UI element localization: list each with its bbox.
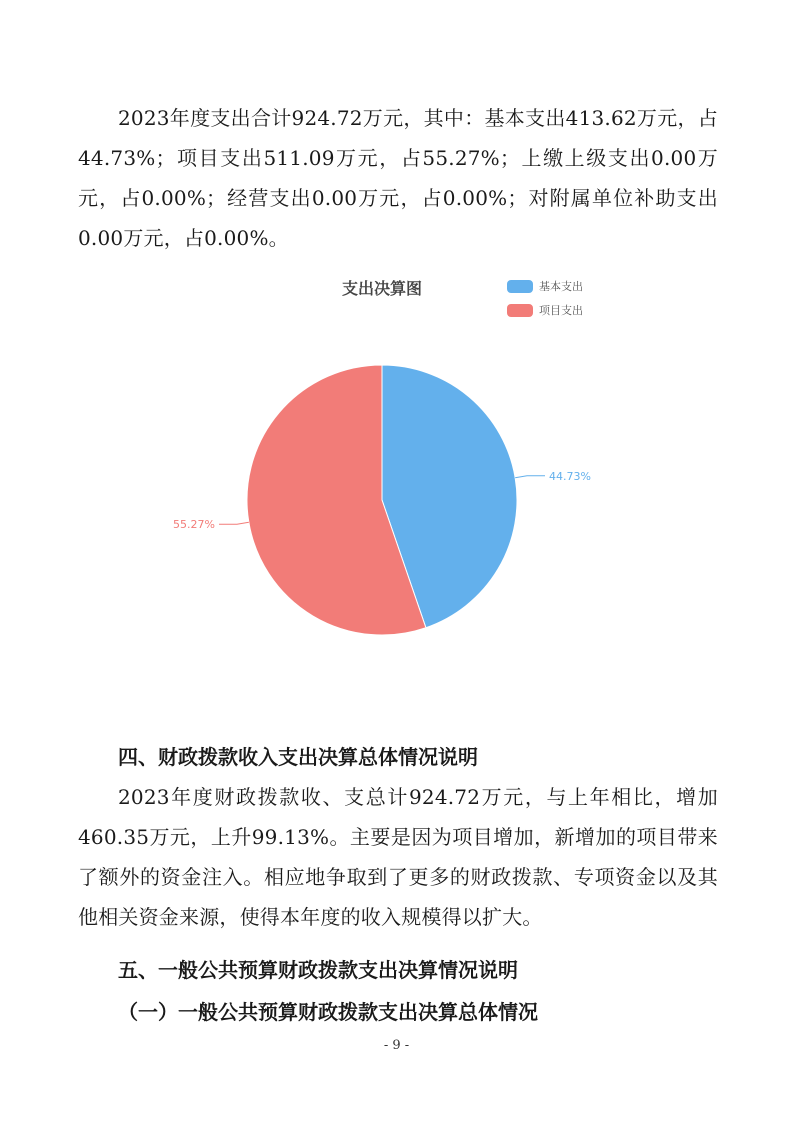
expenditure-pie-chart — [150, 262, 650, 662]
chart-legend — [507, 279, 583, 317]
legend-swatch-2 — [507, 304, 533, 317]
pie-data-label-2: 55.27% — [173, 518, 216, 532]
legend-label-1: 基本支出 — [539, 280, 583, 293]
pie-data-label-1: 44.73% — [548, 469, 591, 483]
pie-slices — [247, 365, 517, 635]
pie-leader-line-1 — [515, 476, 545, 478]
expenditure-summary-paragraph: 2023年度支出合计924.72万元，其中：基本支出413.62万元，占44.73%；项目支出511.09万元，占55.27%；上缴上级支出0.00万元，占0.00%；经营支出0.00万元，占0.00%；对附属单位补助支出0.00万元，占0.00%。 — [78, 106, 718, 250]
chart-title: 支出决算图 — [341, 279, 423, 298]
subsection-heading-5-1: （一）一般公共预算财政拨款支出决算总体情况 — [118, 1000, 538, 1024]
legend-swatch-1 — [507, 280, 533, 293]
page-number: - 9 - — [383, 1038, 410, 1053]
fiscal-appropriation-paragraph: 2023年度财政拨款收、支总计924.72万元，与上年相比，增加460.35万元，上升99.13%。主要是因为项目增加，新增加的项目带来了额外的资金注入。相应地争取到了更多的财政拨款、专项资金以及其他相关资金来源，使得本年度的收入规模得以扩大。 — [78, 785, 718, 929]
section-heading-4: 四、财政拨款收入支出决算总体情况说明 — [118, 745, 478, 769]
pie-leader-line-2 — [219, 522, 249, 524]
section-heading-5: 五、一般公共预算财政拨款支出决算情况说明 — [118, 958, 518, 982]
legend-label-2: 项目支出 — [539, 304, 583, 317]
